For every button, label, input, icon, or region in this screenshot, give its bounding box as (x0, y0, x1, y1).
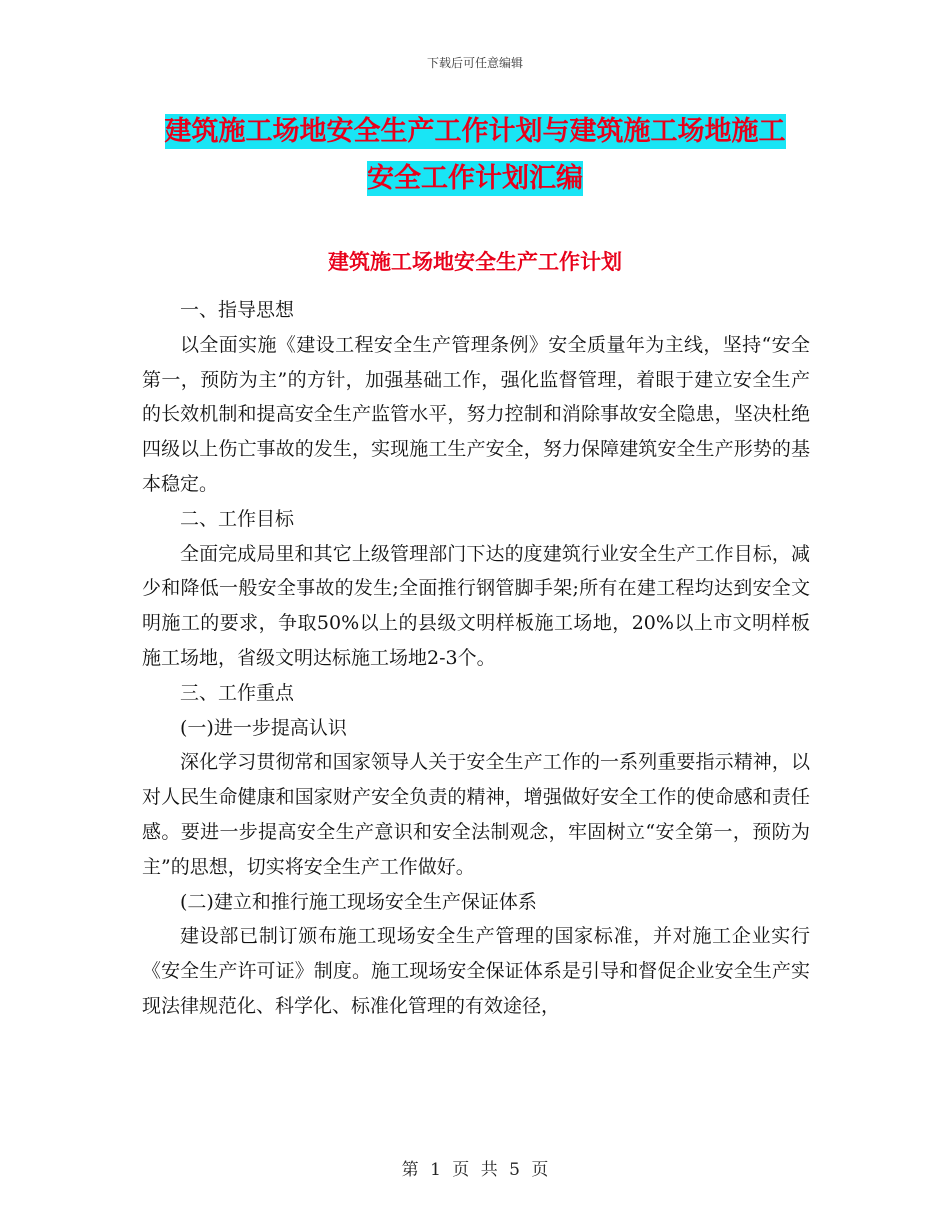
section-title: 建筑施工场地安全生产工作计划 (328, 250, 622, 274)
document-body (142, 293, 810, 1024)
page-footer: 第 1 页 共 5 页 (401, 1160, 549, 1180)
header-note: 下载后可任意编辑 (426, 56, 523, 70)
heading-work-focus: 三、工作重点 (180, 681, 295, 704)
document-title (0, 108, 950, 202)
subheading-raise-awareness: (一)进一步提高认识 (180, 716, 347, 739)
heading-guiding-ideology: 一、指导思想 (180, 299, 295, 321)
paragraph-safety-system: 建设部已制订颁布施工现场安全生产管理的国家标准，并对施工企业实行《安全生产许可证》制度。施工现场安全保证体系是引导和督促企业安全生产实现法律规范化、科学化、标准化管理的有效途径， (142, 925, 810, 1017)
title-line-1: 建筑施工场地安全生产工作计划与建筑施工场地施工 (164, 116, 786, 147)
title-line-2: 安全工作计划汇编 (367, 163, 583, 194)
subheading-safety-system: (二)建立和推行施工现场安全生产保证体系 (180, 890, 537, 913)
paragraph-raise-awareness: 深化学习贯彻常和国家领导人关于安全生产工作的一系列重要指示精神，以对人民生命健康和国家财产安全负责的精神，增强做好安全工作的使命感和责任感。要进一步提高安全生产意识和安全法制观念，牢固树立“安全第一，预防为主”的思想，切实将安全生产工作做好。 (142, 751, 810, 878)
heading-work-goals: 二、工作目标 (180, 507, 295, 530)
paragraph-work-goals: 全面完成局里和其它上级管理部门下达的度建筑行业安全生产工作目标，减少和降低一般安全事故的发生;全面推行钢管脚手架;所有在建工程均达到安全文明施工的要求，争取50%以上的县级文明样板施工场地，20%以上市文明样板施工场地，省级文明达标施工场地2-3个。 (142, 542, 810, 669)
paragraph-guiding-ideology: 以全面实施《建设工程安全生产管理条例》安全质量年为主线，坚持“安全第一，预防为主”的方针，加强基础工作，强化监督管理，着眼于建立安全生产的长效机制和提高安全生产监管水平，努力控制和消除事故安全隐患，坚决杜绝四级以上伤亡事故的发生，实现施工生产安全，努力保障建筑安全生产形势的基本稳定。 (142, 333, 810, 495)
